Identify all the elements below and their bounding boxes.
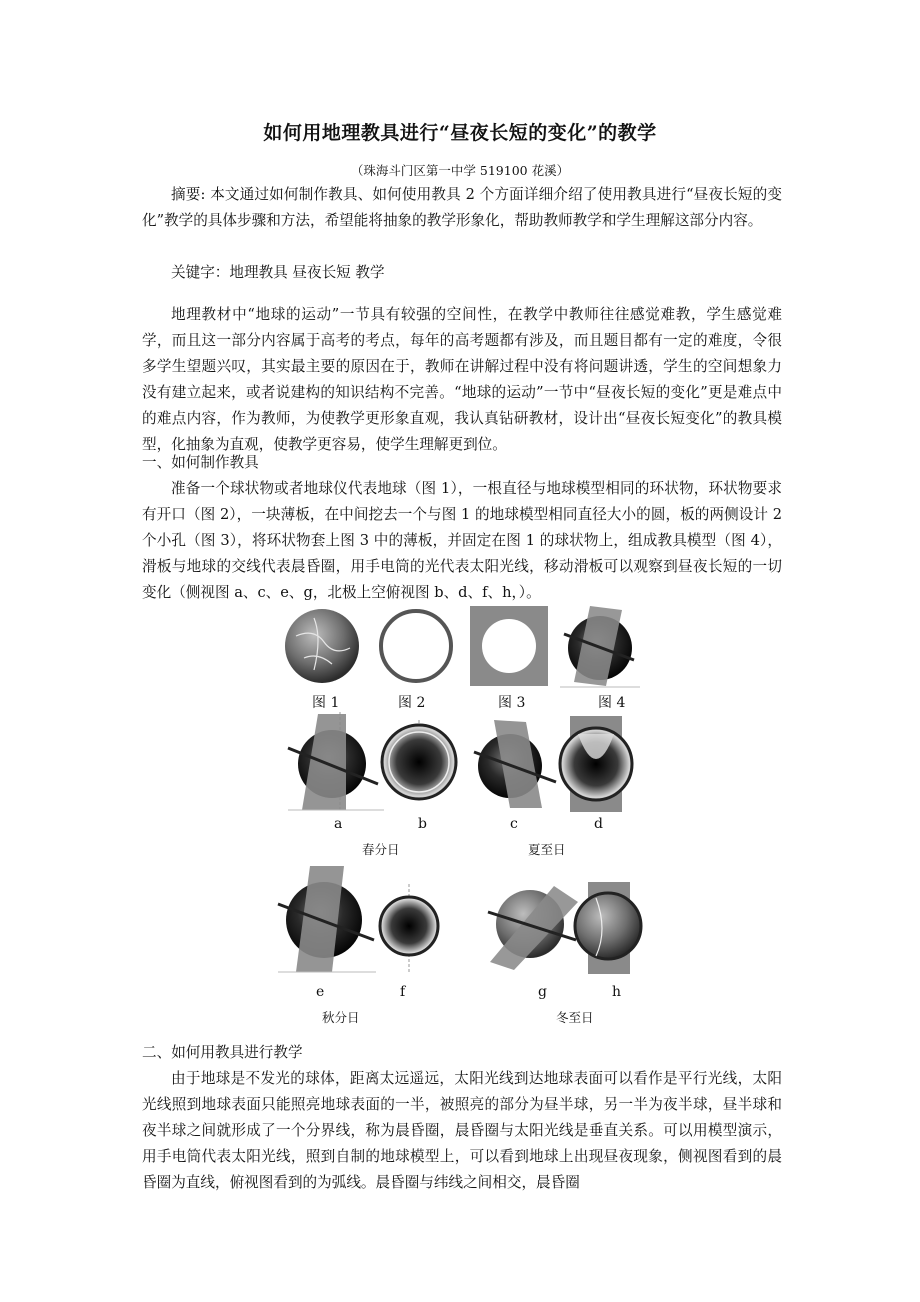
figure-c-summer-side	[472, 716, 558, 812]
figure-1-label: 图 1	[312, 695, 340, 711]
section1-paragraph: 准备一个球状物或者地球仪代表地球（图 1），一根直径与地球模型相同的环状物，环状物要求有开口（图 2），一块薄板，在中间挖去一个与图 1 的地球模型相同直径大小的圆，板的两侧设计 2 个小孔（图 3），将环状物套上图 3 中的薄板，并固定在图 1 的球状物上，组成教具模型（图 4），滑板与地球的交线代表晨昏圈，用手电筒的光代表太阳光线，移动滑板可以观察到昼夜长短的一切变化（侧视图 a、c、e、g，北极上空俯视图 b、d、f、h，）。	[142, 480, 782, 602]
figure-e-label: e	[316, 984, 325, 1000]
figure-f-autumn-top	[378, 884, 440, 974]
figure-4-model	[560, 604, 640, 688]
figure-g-label: g	[538, 984, 547, 1000]
section1-heading: 一、如何制作教具	[142, 454, 259, 471]
figure-b-label: b	[418, 816, 427, 832]
figure-3-plate	[470, 606, 548, 686]
keywords-line: 关键字：地理教具 昼夜长短 教学	[171, 264, 385, 281]
caption-autumn-equinox: 秋分日	[322, 1010, 360, 1025]
figure-4-label: 图 4	[598, 695, 626, 711]
figure-1-globe	[284, 608, 360, 684]
figure-b-equinox-top	[380, 720, 458, 800]
figure-a-label: a	[334, 816, 343, 832]
figure-g-winter-side	[486, 878, 580, 970]
figure-e-autumn-side	[278, 864, 376, 974]
abstract-paragraph: 摘要: 本文通过如何制作教具、如何使用教具 2 个方面详细介绍了使用教具进行“昼夜长短的变化”教学的具体步骤和方法，希望能将抽象的教学形象化，帮助教师教学和学生理解这部分内容。	[142, 186, 782, 230]
figure-d-label: d	[594, 816, 603, 832]
figure-a-equinox-side	[288, 712, 384, 812]
caption-summer-solstice: 夏至日	[528, 842, 566, 857]
figure-h-winter-top	[570, 880, 646, 976]
figure-2-ring	[378, 608, 454, 684]
section2-paragraph: 由于地球是不发光的球体，距离太远遥远，太阳光线到达地球表面可以看作是平行光线，太阳光线照到地球表面只能照亮地球表面的一半，被照亮的部分为昼半球，另一半为夜半球，昼半球和夜半球之间就形成了一个分界线，称为晨昏圈，晨昏圈与太阳光线是垂直关系。可以用模型演示，用手电筒代表太阳光线，照到自制的地球模型上，可以看到地球上出现昼夜现象，侧视图看到的晨昏圈为直线，俯视图看到的为弧线。晨昏圈与纬线之间相交，晨昏圈	[142, 1070, 782, 1192]
caption-spring-equinox: 春分日	[362, 842, 400, 857]
intro-paragraph: 地理教材中“地球的运动”一节具有较强的空间性，在教学中教师往往感觉难教，学生感觉难学，而且这一部分内容属于高考的考点，每年的高考题都有涉及，而且题目都有一定的难度，令很多学生望题兴叹，其实最主要的原因在于，教师在讲解过程中没有将问题讲透，学生的空间想象力没有建立起来，或者说建构的知识结构不完善。“地球的运动”一节中“昼夜长短的变化”更是难点中的难点内容，作为教师，为使教学更形象直观，我认真钻研教材，设计出“昼夜长短变化”的教具模型，化抽象为直观，使教学更容易，使学生理解更到位。	[142, 306, 782, 454]
caption-winter-solstice: 冬至日	[556, 1010, 594, 1025]
figure-d-summer-top	[556, 714, 636, 814]
figure-f-label: f	[400, 984, 406, 1000]
author-byline: （珠海斗门区第一中学 519100 花溪）	[350, 163, 570, 178]
section2-heading: 二、如何用教具进行教学	[142, 1044, 303, 1061]
document-title: 如何用地理教具进行“昼夜长短的变化”的教学	[263, 122, 657, 144]
figure-h-label: h	[612, 984, 622, 1000]
figure-3-label: 图 3	[498, 695, 526, 711]
figure-2-label: 图 2	[398, 695, 426, 711]
figure-c-label: c	[510, 816, 518, 832]
